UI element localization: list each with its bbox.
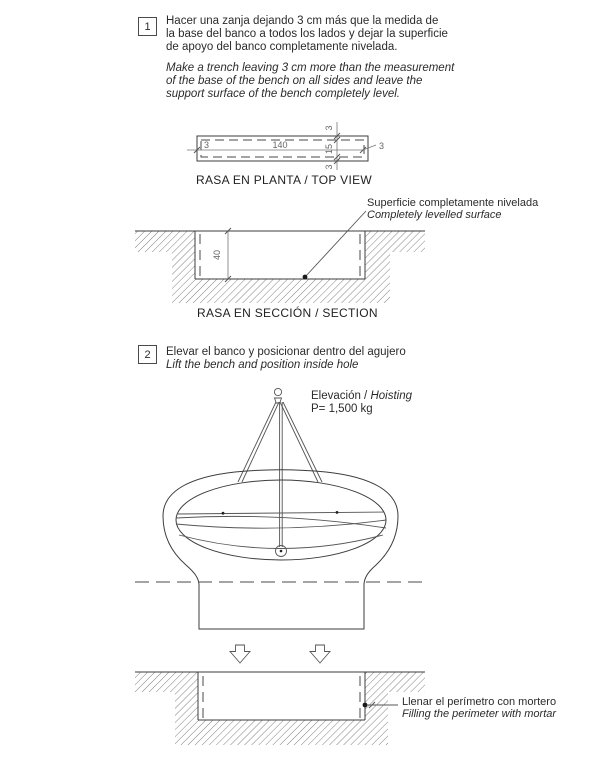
step1-en-line1: Make a trench leaving 3 cm more than the measurement — [166, 62, 455, 74]
mortar-detail-drawing — [130, 640, 470, 750]
top-view-drawing — [130, 118, 410, 180]
bench-hoisting-drawing — [130, 385, 470, 637]
step2-instruction-es: Elevar el banco y posicionar dentro del agujero — [166, 346, 406, 358]
leader-dot — [363, 703, 368, 708]
step1-es-line1: Hacer una zanja dejando 3 cm más que la medida de — [166, 15, 439, 27]
step1-number-box — [138, 17, 157, 36]
top-view-caption: RASA EN PLANTA / TOP VIEW — [196, 173, 373, 187]
ground-hatch — [135, 672, 425, 745]
step1-en-line3: support surface of the bench completely level. — [166, 88, 400, 100]
depth-dimension — [212, 228, 231, 282]
dim-gap-right: 3 — [379, 141, 385, 151]
bench-strap-lines — [176, 511, 386, 549]
hoisting-weight: P= 1,500 kg — [311, 403, 373, 415]
mortar-note-es: Llenar el perímetro con mortero — [402, 696, 557, 708]
ground-hatch — [135, 231, 425, 303]
leader-dot — [303, 275, 308, 280]
levelled-surface-leader — [303, 211, 366, 279]
section-caption: RASA EN SECCIÓN / SECTION — [197, 306, 378, 320]
dim-gap-left: 3 — [204, 140, 210, 150]
step1-es-line2: la base del banco a todos los lados y dejar la superficie — [166, 28, 448, 40]
hoisting-label-en: Hoisting — [370, 390, 413, 402]
hoisting-label-es: Elevación / — [311, 390, 371, 402]
step2-instruction-en: Lift the bench and position inside hole — [166, 359, 359, 371]
dim-v-top: 3 — [324, 125, 334, 131]
step1-number: 1 — [144, 20, 151, 33]
step1-en-line2: of the base of the bench on all sides and leave the — [166, 75, 423, 87]
step1-instruction-es — [166, 15, 448, 54]
step2-number: 2 — [144, 348, 151, 361]
levelled-surface-note-en: Completely levelled surface — [367, 209, 502, 221]
lifting-anchor-icon — [276, 546, 287, 557]
sling-lines — [238, 402, 322, 547]
mortar-note-en: Filling the perimeter with mortar — [402, 708, 557, 720]
step1-instruction-en — [166, 62, 454, 101]
crane-hook-icon — [274, 388, 281, 403]
bench-outline — [163, 470, 398, 629]
step1-es-line3: de apoyo del banco completamente nivelada. — [166, 41, 398, 53]
plan-vertical-dimension — [324, 122, 340, 170]
down-arrow-icon — [230, 645, 250, 663]
dim-v-bottom: 3 — [324, 164, 334, 170]
plan-horizontal-dimension — [187, 140, 384, 153]
dim-depth: 40 — [212, 249, 222, 261]
step2-number-box — [138, 345, 157, 364]
levelled-surface-note-es: Superficie completamente nivelada — [367, 197, 539, 209]
down-arrow-icon — [310, 645, 330, 663]
dim-v-mid: 15 — [324, 143, 334, 155]
dim-length: 140 — [272, 140, 288, 150]
